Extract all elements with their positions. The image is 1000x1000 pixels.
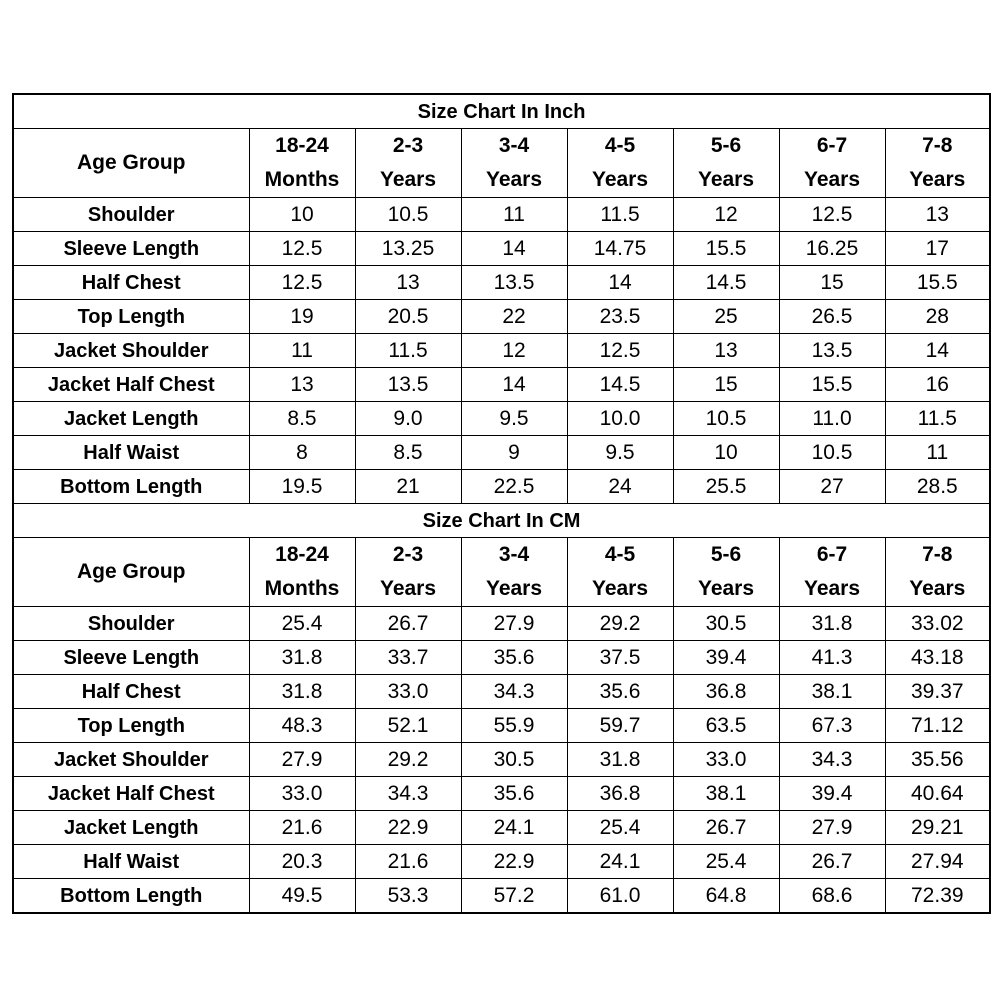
measurement-value: 35.56 — [885, 743, 990, 777]
measurement-value: 14.5 — [567, 368, 673, 402]
age-range: 7-8 — [922, 543, 953, 566]
measurement-value: 13.5 — [779, 334, 885, 368]
measurement-value: 22.9 — [461, 845, 567, 879]
age-group-column-header — [355, 129, 461, 198]
age-unit: Months — [264, 168, 340, 191]
measurement-value: 11 — [885, 436, 990, 470]
measurement-value: 10.0 — [567, 402, 673, 436]
measurement-value: 13 — [355, 266, 461, 300]
age-group-column-header — [885, 129, 990, 198]
measurement-label: Bottom Length — [13, 470, 249, 504]
age-unit: Years — [909, 168, 966, 191]
measurement-value: 12.5 — [779, 198, 885, 232]
measurement-value: 23.5 — [567, 300, 673, 334]
measurement-value: 21 — [355, 470, 461, 504]
measurement-value: 33.0 — [673, 743, 779, 777]
measurement-label: Shoulder — [13, 607, 249, 641]
table-row — [13, 300, 990, 334]
age-range: 5-6 — [710, 543, 742, 566]
measurement-value: 34.3 — [461, 675, 567, 709]
table-row — [13, 709, 990, 743]
measurement-value: 22.5 — [461, 470, 567, 504]
age-range: 3-4 — [498, 134, 530, 157]
age-unit: Years — [591, 168, 649, 191]
measurement-value: 12 — [461, 334, 567, 368]
table-row — [13, 641, 990, 675]
measurement-value: 41.3 — [779, 641, 885, 675]
measurement-value: 15.5 — [673, 232, 779, 266]
measurement-value: 27.94 — [885, 845, 990, 879]
measurement-value: 22 — [461, 300, 567, 334]
measurement-value: 14.75 — [567, 232, 673, 266]
section-title: Size Chart In CM — [13, 504, 990, 538]
age-group-column-header — [355, 538, 461, 607]
measurement-value: 14 — [885, 334, 990, 368]
age-range: 2-3 — [392, 543, 424, 566]
measurement-value: 25.4 — [673, 845, 779, 879]
age-range: 7-8 — [922, 134, 953, 157]
measurement-value: 13.5 — [461, 266, 567, 300]
measurement-value: 36.8 — [673, 675, 779, 709]
measurement-value: 11 — [461, 198, 567, 232]
measurement-value: 39.4 — [673, 641, 779, 675]
measurement-label: Bottom Length — [13, 879, 249, 914]
age-group-column-header — [779, 129, 885, 198]
measurement-value: 29.21 — [885, 811, 990, 845]
age-unit: Years — [485, 577, 543, 600]
age-group-column-header — [673, 129, 779, 198]
measurement-value: 27.9 — [461, 607, 567, 641]
age-unit: Years — [697, 577, 755, 600]
measurement-label: Sleeve Length — [13, 232, 249, 266]
measurement-value: 67.3 — [779, 709, 885, 743]
table-row — [13, 777, 990, 811]
measurement-label: Jacket Shoulder — [13, 334, 249, 368]
measurement-label: Jacket Half Chest — [13, 777, 249, 811]
measurement-value: 71.12 — [885, 709, 990, 743]
size-chart-body — [13, 94, 990, 913]
measurement-value: 31.8 — [249, 675, 355, 709]
measurement-value: 12.5 — [249, 232, 355, 266]
measurement-value: 36.8 — [567, 777, 673, 811]
measurement-value: 20.3 — [249, 845, 355, 879]
measurement-value: 68.6 — [779, 879, 885, 914]
measurement-value: 14 — [461, 368, 567, 402]
measurement-value: 26.5 — [779, 300, 885, 334]
measurement-value: 21.6 — [249, 811, 355, 845]
age-range: 4-5 — [604, 134, 636, 157]
measurement-value: 8 — [249, 436, 355, 470]
measurement-value: 30.5 — [461, 743, 567, 777]
table-row — [13, 402, 990, 436]
measurement-value: 25 — [673, 300, 779, 334]
table-row — [13, 266, 990, 300]
measurement-value: 25.5 — [673, 470, 779, 504]
measurement-value: 35.6 — [461, 777, 567, 811]
measurement-value: 20.5 — [355, 300, 461, 334]
measurement-value: 33.02 — [885, 607, 990, 641]
age-group-column-header — [461, 129, 567, 198]
measurement-value: 33.0 — [355, 675, 461, 709]
measurement-value: 27 — [779, 470, 885, 504]
measurement-value: 72.39 — [885, 879, 990, 914]
measurement-label: Half Waist — [13, 436, 249, 470]
measurement-value: 64.8 — [673, 879, 779, 914]
measurement-value: 34.3 — [779, 743, 885, 777]
table-row — [13, 470, 990, 504]
measurement-label: Jacket Half Chest — [13, 368, 249, 402]
table-row — [13, 436, 990, 470]
table-row — [13, 334, 990, 368]
measurement-value: 11 — [249, 334, 355, 368]
measurement-value: 11.5 — [885, 402, 990, 436]
measurement-label: Jacket Shoulder — [13, 743, 249, 777]
age-group-column-header — [461, 538, 567, 607]
age-unit: Years — [379, 577, 437, 600]
age-range: 18-24 — [275, 543, 329, 566]
measurement-value: 37.5 — [567, 641, 673, 675]
measurement-value: 39.37 — [885, 675, 990, 709]
measurement-value: 59.7 — [567, 709, 673, 743]
measurement-value: 12.5 — [567, 334, 673, 368]
age-unit: Years — [591, 577, 649, 600]
age-unit: Years — [909, 577, 966, 600]
table-row — [13, 198, 990, 232]
measurement-value: 53.3 — [355, 879, 461, 914]
measurement-label: Half Waist — [13, 845, 249, 879]
measurement-value: 27.9 — [249, 743, 355, 777]
measurement-value: 14.5 — [673, 266, 779, 300]
measurement-value: 19 — [249, 300, 355, 334]
measurement-value: 25.4 — [567, 811, 673, 845]
measurement-value: 35.6 — [567, 675, 673, 709]
measurement-value: 48.3 — [249, 709, 355, 743]
measurement-value: 16 — [885, 368, 990, 402]
age-group-label: Age Group — [13, 129, 249, 198]
measurement-value: 11.0 — [779, 402, 885, 436]
measurement-value: 10.5 — [355, 198, 461, 232]
age-group-label: Age Group — [13, 538, 249, 607]
measurement-value: 35.6 — [461, 641, 567, 675]
measurement-value: 15 — [673, 368, 779, 402]
measurement-value: 31.8 — [249, 641, 355, 675]
age-range: 6-7 — [816, 543, 848, 566]
size-chart-table — [12, 93, 991, 914]
measurement-value: 13 — [885, 198, 990, 232]
measurement-value: 38.1 — [673, 777, 779, 811]
measurement-value: 11.5 — [567, 198, 673, 232]
measurement-value: 26.7 — [779, 845, 885, 879]
measurement-value: 38.1 — [779, 675, 885, 709]
measurement-value: 63.5 — [673, 709, 779, 743]
measurement-label: Half Chest — [13, 266, 249, 300]
measurement-value: 10 — [673, 436, 779, 470]
measurement-value: 10.5 — [673, 402, 779, 436]
age-range: 18-24 — [275, 134, 329, 157]
measurement-value: 24.1 — [461, 811, 567, 845]
measurement-value: 19.5 — [249, 470, 355, 504]
age-group-column-header — [567, 538, 673, 607]
measurement-value: 31.8 — [779, 607, 885, 641]
age-unit: Years — [697, 168, 755, 191]
measurement-value: 49.5 — [249, 879, 355, 914]
measurement-value: 9 — [461, 436, 567, 470]
age-group-header-row — [13, 538, 990, 607]
table-row — [13, 232, 990, 266]
age-group-column-header — [249, 129, 355, 198]
measurement-value: 9.5 — [567, 436, 673, 470]
measurement-value: 16.25 — [779, 232, 885, 266]
measurement-value: 17 — [885, 232, 990, 266]
measurement-value: 24.1 — [567, 845, 673, 879]
age-range: 3-4 — [498, 543, 530, 566]
measurement-value: 13.5 — [355, 368, 461, 402]
table-row — [13, 743, 990, 777]
measurement-value: 34.3 — [355, 777, 461, 811]
measurement-value: 8.5 — [249, 402, 355, 436]
age-range: 2-3 — [392, 134, 424, 157]
measurement-value: 29.2 — [567, 607, 673, 641]
measurement-value: 26.7 — [355, 607, 461, 641]
section-title-row — [13, 94, 990, 129]
measurement-value: 9.0 — [355, 402, 461, 436]
section-title: Size Chart In Inch — [13, 94, 990, 129]
age-group-column-header — [779, 538, 885, 607]
table-row — [13, 811, 990, 845]
age-group-column-header — [673, 538, 779, 607]
age-unit: Years — [379, 168, 437, 191]
measurement-value: 33.0 — [249, 777, 355, 811]
age-range: 6-7 — [816, 134, 848, 157]
measurement-label: Half Chest — [13, 675, 249, 709]
measurement-value: 14 — [461, 232, 567, 266]
measurement-value: 15 — [779, 266, 885, 300]
measurement-value: 8.5 — [355, 436, 461, 470]
measurement-value: 61.0 — [567, 879, 673, 914]
measurement-value: 39.4 — [779, 777, 885, 811]
measurement-label: Jacket Length — [13, 402, 249, 436]
age-group-column-header — [249, 538, 355, 607]
measurement-label: Jacket Length — [13, 811, 249, 845]
measurement-value: 10.5 — [779, 436, 885, 470]
measurement-value: 28 — [885, 300, 990, 334]
table-row — [13, 368, 990, 402]
measurement-value: 22.9 — [355, 811, 461, 845]
measurement-value: 57.2 — [461, 879, 567, 914]
measurement-value: 26.7 — [673, 811, 779, 845]
age-unit: Years — [485, 168, 543, 191]
age-unit: Years — [803, 168, 861, 191]
measurement-value: 14 — [567, 266, 673, 300]
measurement-value: 33.7 — [355, 641, 461, 675]
age-unit: Years — [803, 577, 861, 600]
measurement-value: 29.2 — [355, 743, 461, 777]
measurement-value: 24 — [567, 470, 673, 504]
age-unit: Months — [264, 577, 340, 600]
measurement-value: 27.9 — [779, 811, 885, 845]
measurement-value: 12.5 — [249, 266, 355, 300]
table-row — [13, 845, 990, 879]
age-group-column-header — [567, 129, 673, 198]
measurement-value: 13 — [673, 334, 779, 368]
measurement-value: 52.1 — [355, 709, 461, 743]
table-row — [13, 879, 990, 914]
measurement-value: 11.5 — [355, 334, 461, 368]
measurement-value: 28.5 — [885, 470, 990, 504]
measurement-value: 31.8 — [567, 743, 673, 777]
measurement-value: 15.5 — [779, 368, 885, 402]
age-range: 4-5 — [604, 543, 636, 566]
measurement-value: 10 — [249, 198, 355, 232]
section-title-row — [13, 504, 990, 538]
age-group-column-header — [885, 538, 990, 607]
measurement-value: 12 — [673, 198, 779, 232]
table-row — [13, 607, 990, 641]
measurement-value: 13.25 — [355, 232, 461, 266]
measurement-value: 15.5 — [885, 266, 990, 300]
measurement-label: Shoulder — [13, 198, 249, 232]
measurement-value: 25.4 — [249, 607, 355, 641]
measurement-label: Top Length — [13, 300, 249, 334]
measurement-value: 21.6 — [355, 845, 461, 879]
measurement-value: 30.5 — [673, 607, 779, 641]
measurement-value: 43.18 — [885, 641, 990, 675]
measurement-label: Top Length — [13, 709, 249, 743]
measurement-value: 13 — [249, 368, 355, 402]
measurement-value: 9.5 — [461, 402, 567, 436]
measurement-value: 40.64 — [885, 777, 990, 811]
age-range: 5-6 — [710, 134, 742, 157]
table-row — [13, 675, 990, 709]
age-group-header-row — [13, 129, 990, 198]
measurement-value: 55.9 — [461, 709, 567, 743]
measurement-label: Sleeve Length — [13, 641, 249, 675]
